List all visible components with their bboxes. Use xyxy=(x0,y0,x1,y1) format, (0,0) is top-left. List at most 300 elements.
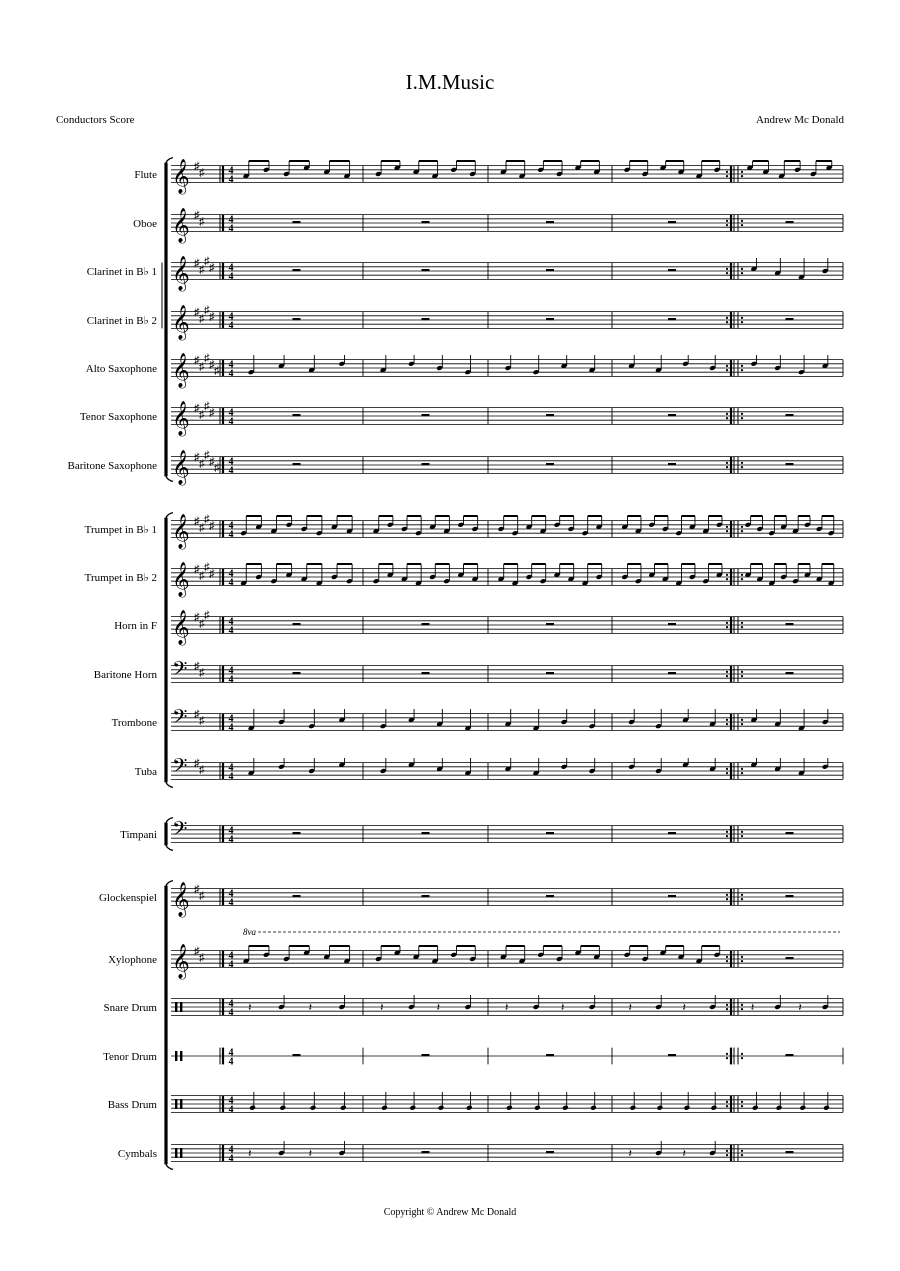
treble-clef: 𝄞 xyxy=(172,883,190,916)
whole-rest xyxy=(422,623,430,625)
time-signature-numerator: 4 xyxy=(228,825,234,837)
whole-rest xyxy=(546,1151,554,1153)
key-sharp: ♯ xyxy=(199,714,205,727)
repeat-dot xyxy=(726,466,728,468)
note-head xyxy=(310,1105,317,1111)
repeat-dot xyxy=(726,894,728,896)
whole-rest xyxy=(546,414,554,416)
whole-rest xyxy=(786,832,794,834)
repeat-dot xyxy=(741,1150,743,1152)
percussion-clef xyxy=(175,1002,177,1012)
repeat-dot xyxy=(726,220,728,222)
repeat-dot xyxy=(741,1101,743,1103)
whole-rest xyxy=(786,895,794,897)
time-signature-numerator: 4 xyxy=(228,311,234,323)
staff-glockenspiel xyxy=(99,882,843,918)
repeat-dot xyxy=(741,835,743,837)
key-sharp: ♯ xyxy=(194,757,200,770)
repeat-dot xyxy=(741,466,743,468)
whole-rest xyxy=(786,463,794,465)
staff-flute xyxy=(134,159,843,195)
key-sharp: ♯ xyxy=(214,462,220,475)
whole-rest xyxy=(668,1054,676,1056)
note-head xyxy=(710,1105,717,1111)
time-signature-denominator: 4 xyxy=(228,271,234,283)
whole-rest xyxy=(293,672,301,674)
key-sharp: ♯ xyxy=(194,160,200,173)
repeat-dot xyxy=(726,321,728,323)
key-sharp: ♯ xyxy=(194,611,200,624)
score-subtitle: Conductors Score xyxy=(56,114,135,126)
time-signature-denominator: 4 xyxy=(228,1007,234,1019)
repeat-dot xyxy=(726,956,728,958)
whole-rest xyxy=(668,623,676,625)
note-head xyxy=(506,1105,513,1111)
whole-rest xyxy=(668,414,676,416)
percussion-clef xyxy=(180,1051,182,1061)
treble-clef: 𝄞 xyxy=(172,945,190,978)
repeat-dot xyxy=(741,224,743,226)
instrument-name: Timpani xyxy=(120,829,157,841)
whole-rest xyxy=(668,832,676,834)
treble-clef: 𝄞 xyxy=(172,306,190,339)
whole-rest xyxy=(293,221,301,223)
key-sharp: ♯ xyxy=(204,352,210,365)
whole-rest xyxy=(786,1054,794,1056)
instrument-name: Baritone Horn xyxy=(93,669,157,681)
repeat-dot xyxy=(741,268,743,270)
repeat-dot xyxy=(741,719,743,721)
quarter-rest: 𝄽 xyxy=(308,1002,312,1014)
quarter-rest: 𝄽 xyxy=(682,1148,686,1160)
key-sharp: ♯ xyxy=(204,561,210,574)
repeat-dot xyxy=(741,675,743,677)
staff-clarinet-in-b-2 xyxy=(87,305,843,342)
repeat-dot xyxy=(741,365,743,367)
repeat-dot xyxy=(741,272,743,274)
instrument-name: Bass Drum xyxy=(107,1099,157,1111)
repeat-dot xyxy=(726,1057,728,1059)
repeat-dot xyxy=(741,1008,743,1010)
whole-rest xyxy=(546,672,554,674)
staff-tenor-drum xyxy=(103,1048,843,1068)
repeat-dot xyxy=(726,622,728,624)
whole-rest xyxy=(293,623,301,625)
repeat-dot xyxy=(726,1154,728,1156)
whole-rest xyxy=(293,1054,301,1056)
copyright-notice: Copyright © Andrew Mc Donald xyxy=(383,1207,517,1218)
key-sharp: ♯ xyxy=(194,209,200,222)
repeat-dot xyxy=(741,321,743,323)
treble-clef: 𝄞 xyxy=(172,209,190,242)
instrument-name: Baritone Saxophone xyxy=(67,460,157,472)
key-sharp: ♯ xyxy=(194,708,200,721)
key-sharp: ♯ xyxy=(209,261,215,274)
key-sharp: ♯ xyxy=(199,312,205,325)
staff-oboe xyxy=(133,208,843,244)
repeat-dot xyxy=(741,175,743,177)
whole-rest xyxy=(786,1151,794,1153)
repeat-dot xyxy=(741,526,743,528)
whole-rest xyxy=(546,221,554,223)
time-signature-numerator: 4 xyxy=(228,998,234,1010)
key-sharp: ♯ xyxy=(194,306,200,319)
repeat-dot xyxy=(726,723,728,725)
quarter-rest: 𝄽 xyxy=(561,1002,565,1014)
key-sharp: ♯ xyxy=(194,883,200,896)
quarter-rest: 𝄽 xyxy=(436,1002,440,1014)
note-head xyxy=(590,1105,597,1111)
note-head xyxy=(799,1105,806,1111)
repeat-dot xyxy=(726,1008,728,1010)
time-signature-denominator: 4 xyxy=(228,834,234,846)
repeat-dot xyxy=(726,768,728,770)
instrument-name: Oboe xyxy=(133,218,157,230)
repeat-dot xyxy=(726,365,728,367)
treble-clef: 𝄞 xyxy=(172,611,190,644)
instrument-name: Alto Saxophone xyxy=(85,363,157,375)
whole-rest xyxy=(422,463,430,465)
whole-rest xyxy=(786,318,794,320)
note-head xyxy=(409,1105,416,1111)
time-signature-denominator: 4 xyxy=(228,368,234,380)
repeat-dot xyxy=(726,898,728,900)
repeat-dot xyxy=(741,1057,743,1059)
time-signature-numerator: 4 xyxy=(228,520,234,532)
key-sharp: ♯ xyxy=(214,365,220,378)
quarter-rest: 𝄽 xyxy=(248,1002,252,1014)
time-signature-denominator: 4 xyxy=(228,465,234,477)
bass-clef: 𝄢 xyxy=(172,819,188,845)
whole-rest xyxy=(293,269,301,271)
key-sharp: ♯ xyxy=(209,310,215,323)
whole-rest xyxy=(546,623,554,625)
time-signature-numerator: 4 xyxy=(228,262,234,274)
key-sharp: ♯ xyxy=(209,519,215,532)
note-head xyxy=(776,1105,783,1111)
note-head xyxy=(340,1105,347,1111)
whole-rest xyxy=(422,895,430,897)
key-sharp: ♯ xyxy=(199,263,205,276)
time-signature-denominator: 4 xyxy=(228,771,234,783)
key-sharp: ♯ xyxy=(199,889,205,902)
time-signature-numerator: 4 xyxy=(228,456,234,468)
quarter-rest: 𝄽 xyxy=(750,1002,755,1014)
key-sharp: ♯ xyxy=(204,609,210,622)
repeat-dot xyxy=(726,171,728,173)
quarter-rest: 𝄽 xyxy=(308,1148,312,1160)
whole-rest xyxy=(422,318,430,320)
time-signature-numerator: 4 xyxy=(228,165,234,177)
staff-bass-drum xyxy=(108,1092,843,1116)
repeat-dot xyxy=(726,671,728,673)
time-signature-numerator: 4 xyxy=(228,214,234,226)
key-sharp: ♯ xyxy=(204,255,210,268)
key-sharp: ♯ xyxy=(199,521,205,534)
key-sharp: ♯ xyxy=(199,215,205,228)
staff-horn-in-f xyxy=(114,610,843,647)
repeat-dot xyxy=(741,898,743,900)
treble-clef: 𝄞 xyxy=(172,160,190,193)
repeat-dot xyxy=(726,530,728,532)
repeat-dot xyxy=(741,671,743,673)
repeat-dot xyxy=(741,171,743,173)
key-sharp: ♯ xyxy=(204,400,210,413)
key-sharp: ♯ xyxy=(199,763,205,776)
time-signature-numerator: 4 xyxy=(228,665,234,677)
whole-rest xyxy=(668,269,676,271)
treble-clef: 𝄞 xyxy=(172,563,190,596)
note-head xyxy=(823,1105,830,1111)
time-signature-numerator: 4 xyxy=(228,762,234,774)
staff-cymbals xyxy=(118,1141,843,1165)
whole-rest xyxy=(546,318,554,320)
whole-rest xyxy=(786,957,794,959)
key-sharp: ♯ xyxy=(209,358,215,371)
whole-rest xyxy=(546,269,554,271)
whole-rest xyxy=(422,269,430,271)
note-head xyxy=(562,1105,569,1111)
note-head xyxy=(466,1105,473,1111)
whole-rest xyxy=(422,221,430,223)
note-head xyxy=(381,1105,388,1111)
note-head xyxy=(534,1105,541,1111)
key-sharp: ♯ xyxy=(209,455,215,468)
note-head xyxy=(629,1105,636,1111)
key-sharp: ♯ xyxy=(199,569,205,582)
whole-rest xyxy=(546,895,554,897)
quarter-rest: 𝄽 xyxy=(628,1002,632,1014)
percussion-clef xyxy=(180,1002,182,1012)
repeat-dot xyxy=(741,768,743,770)
repeat-dot xyxy=(741,622,743,624)
quarter-rest: 𝄽 xyxy=(505,1002,509,1014)
treble-clef: 𝄞 xyxy=(172,402,190,435)
note-head xyxy=(656,1105,663,1111)
key-sharp: ♯ xyxy=(194,257,200,270)
repeat-dot xyxy=(726,369,728,371)
whole-rest xyxy=(786,672,794,674)
repeat-dot xyxy=(741,369,743,371)
bass-clef: 𝄢 xyxy=(172,659,188,685)
treble-clef: 𝄞 xyxy=(172,451,190,484)
repeat-dot xyxy=(741,723,743,725)
repeat-dot xyxy=(741,1105,743,1107)
repeat-dot xyxy=(741,574,743,576)
key-sharp: ♯ xyxy=(199,617,205,630)
time-signature-denominator: 4 xyxy=(228,1104,234,1116)
instrument-name: Trumpet in B♭ 2 xyxy=(84,572,157,584)
time-signature-denominator: 4 xyxy=(228,320,234,332)
time-signature-numerator: 4 xyxy=(228,950,234,962)
time-signature-numerator: 4 xyxy=(228,713,234,725)
repeat-dot xyxy=(726,719,728,721)
instrument-name: Cymbals xyxy=(117,1148,157,1160)
repeat-dot xyxy=(726,1150,728,1152)
repeat-dot xyxy=(741,626,743,628)
time-signature-numerator: 4 xyxy=(228,616,234,628)
whole-rest xyxy=(668,318,676,320)
whole-rest xyxy=(422,1054,430,1056)
repeat-dot xyxy=(726,417,728,419)
repeat-dot xyxy=(741,1154,743,1156)
percussion-clef xyxy=(180,1099,182,1109)
staff-trombone xyxy=(112,707,843,734)
repeat-dot xyxy=(741,417,743,419)
repeat-dot xyxy=(741,956,743,958)
instrument-name: Snare Drum xyxy=(103,1002,157,1014)
repeat-dot xyxy=(741,413,743,415)
key-sharp: ♯ xyxy=(209,406,215,419)
staff-xylophone xyxy=(108,944,843,980)
instrument-name: Tenor Drum xyxy=(103,1051,157,1063)
time-signature-denominator: 4 xyxy=(228,897,234,909)
note-head xyxy=(438,1105,445,1111)
whole-rest xyxy=(293,318,301,320)
quarter-rest: 𝄽 xyxy=(628,1148,632,1160)
octave-marking: 8va xyxy=(243,927,256,937)
staff-timpani xyxy=(120,819,843,846)
time-signature-denominator: 4 xyxy=(228,722,234,734)
staff-clarinet-in-b-1 xyxy=(87,256,843,293)
time-signature-numerator: 4 xyxy=(228,568,234,580)
repeat-dot xyxy=(741,831,743,833)
repeat-dot xyxy=(741,772,743,774)
repeat-dot xyxy=(726,1101,728,1103)
repeat-dot xyxy=(741,220,743,222)
repeat-dot xyxy=(726,272,728,274)
instrument-name: Flute xyxy=(134,169,157,181)
key-sharp: ♯ xyxy=(199,951,205,964)
whole-rest xyxy=(546,1054,554,1056)
time-signature-numerator: 4 xyxy=(228,1047,234,1059)
key-sharp: ♯ xyxy=(194,660,200,673)
key-sharp: ♯ xyxy=(199,666,205,679)
repeat-dot xyxy=(726,1004,728,1006)
time-signature-denominator: 4 xyxy=(228,416,234,428)
instrument-name: Tenor Saxophone xyxy=(79,411,157,423)
repeat-dot xyxy=(741,317,743,319)
whole-rest xyxy=(546,463,554,465)
repeat-dot xyxy=(726,224,728,226)
whole-rest xyxy=(546,832,554,834)
key-sharp: ♯ xyxy=(199,408,205,421)
whole-rest xyxy=(422,832,430,834)
whole-rest xyxy=(786,414,794,416)
repeat-dot xyxy=(726,574,728,576)
instrument-name: Xylophone xyxy=(108,954,157,966)
note-head xyxy=(683,1105,690,1111)
repeat-dot xyxy=(741,462,743,464)
key-sharp: ♯ xyxy=(194,563,200,576)
treble-clef: 𝄞 xyxy=(172,515,190,548)
repeat-dot xyxy=(741,960,743,962)
time-signature-denominator: 4 xyxy=(228,174,234,186)
key-sharp: ♯ xyxy=(199,457,205,470)
percussion-clef xyxy=(175,1051,177,1061)
repeat-dot xyxy=(726,835,728,837)
staff-tuba xyxy=(135,756,843,783)
instrument-name: Trombone xyxy=(111,717,157,729)
repeat-dot xyxy=(726,675,728,677)
key-sharp: ♯ xyxy=(194,945,200,958)
time-signature-denominator: 4 xyxy=(228,1153,234,1165)
score-title: I.M.Music xyxy=(405,70,495,94)
instrument-name: Trumpet in B♭ 1 xyxy=(84,524,157,536)
whole-rest xyxy=(293,895,301,897)
repeat-dot xyxy=(741,894,743,896)
repeat-dot xyxy=(726,960,728,962)
quarter-rest: 𝄽 xyxy=(682,1002,686,1014)
bass-clef: 𝄢 xyxy=(172,707,188,733)
whole-rest xyxy=(668,895,676,897)
percussion-clef xyxy=(175,1148,177,1158)
whole-rest xyxy=(786,623,794,625)
quarter-rest: 𝄽 xyxy=(248,1148,252,1160)
key-sharp: ♯ xyxy=(204,304,210,317)
repeat-dot xyxy=(726,413,728,415)
key-sharp: ♯ xyxy=(194,515,200,528)
quarter-rest: 𝄽 xyxy=(798,1002,802,1014)
key-sharp: ♯ xyxy=(194,354,200,367)
whole-rest xyxy=(422,1151,430,1153)
composer-credit: Andrew Mc Donald xyxy=(756,114,844,126)
instrument-name: Glockenspiel xyxy=(98,892,157,904)
time-signature-numerator: 4 xyxy=(228,1095,234,1107)
time-signature-denominator: 4 xyxy=(228,577,234,589)
whole-rest xyxy=(668,463,676,465)
instrument-name: Horn in F xyxy=(114,620,157,632)
repeat-dot xyxy=(741,1004,743,1006)
whole-rest xyxy=(422,672,430,674)
key-sharp: ♯ xyxy=(199,166,205,179)
time-signature-denominator: 4 xyxy=(228,529,234,541)
repeat-dot xyxy=(726,526,728,528)
time-signature-numerator: 4 xyxy=(228,407,234,419)
whole-rest xyxy=(422,414,430,416)
repeat-dot xyxy=(726,1105,728,1107)
repeat-dot xyxy=(726,317,728,319)
key-sharp: ♯ xyxy=(194,402,200,415)
time-signature-numerator: 4 xyxy=(228,888,234,900)
repeat-dot xyxy=(726,462,728,464)
repeat-dot xyxy=(726,1053,728,1055)
repeat-dot xyxy=(726,268,728,270)
time-signature-denominator: 4 xyxy=(228,625,234,637)
whole-rest xyxy=(668,221,676,223)
percussion-clef xyxy=(175,1099,177,1109)
repeat-dot xyxy=(741,578,743,580)
whole-rest xyxy=(293,463,301,465)
key-sharp: ♯ xyxy=(199,360,205,373)
time-signature-denominator: 4 xyxy=(228,674,234,686)
staff-snare-drum xyxy=(104,995,843,1019)
instrument-name: Clarinet in B♭ 2 xyxy=(86,315,157,327)
staff-trumpet-in-b-2 xyxy=(85,562,843,599)
key-sharp: ♯ xyxy=(194,451,200,464)
repeat-dot xyxy=(726,772,728,774)
repeat-dot xyxy=(726,578,728,580)
time-signature-denominator: 4 xyxy=(228,1056,234,1068)
whole-rest xyxy=(293,832,301,834)
time-signature-denominator: 4 xyxy=(228,223,234,235)
treble-clef: 𝄞 xyxy=(172,354,190,387)
whole-rest xyxy=(293,414,301,416)
time-signature-numerator: 4 xyxy=(228,1144,234,1156)
staff-tenor-saxophone xyxy=(80,401,843,438)
repeat-dot xyxy=(741,1053,743,1055)
percussion-clef xyxy=(180,1148,182,1158)
